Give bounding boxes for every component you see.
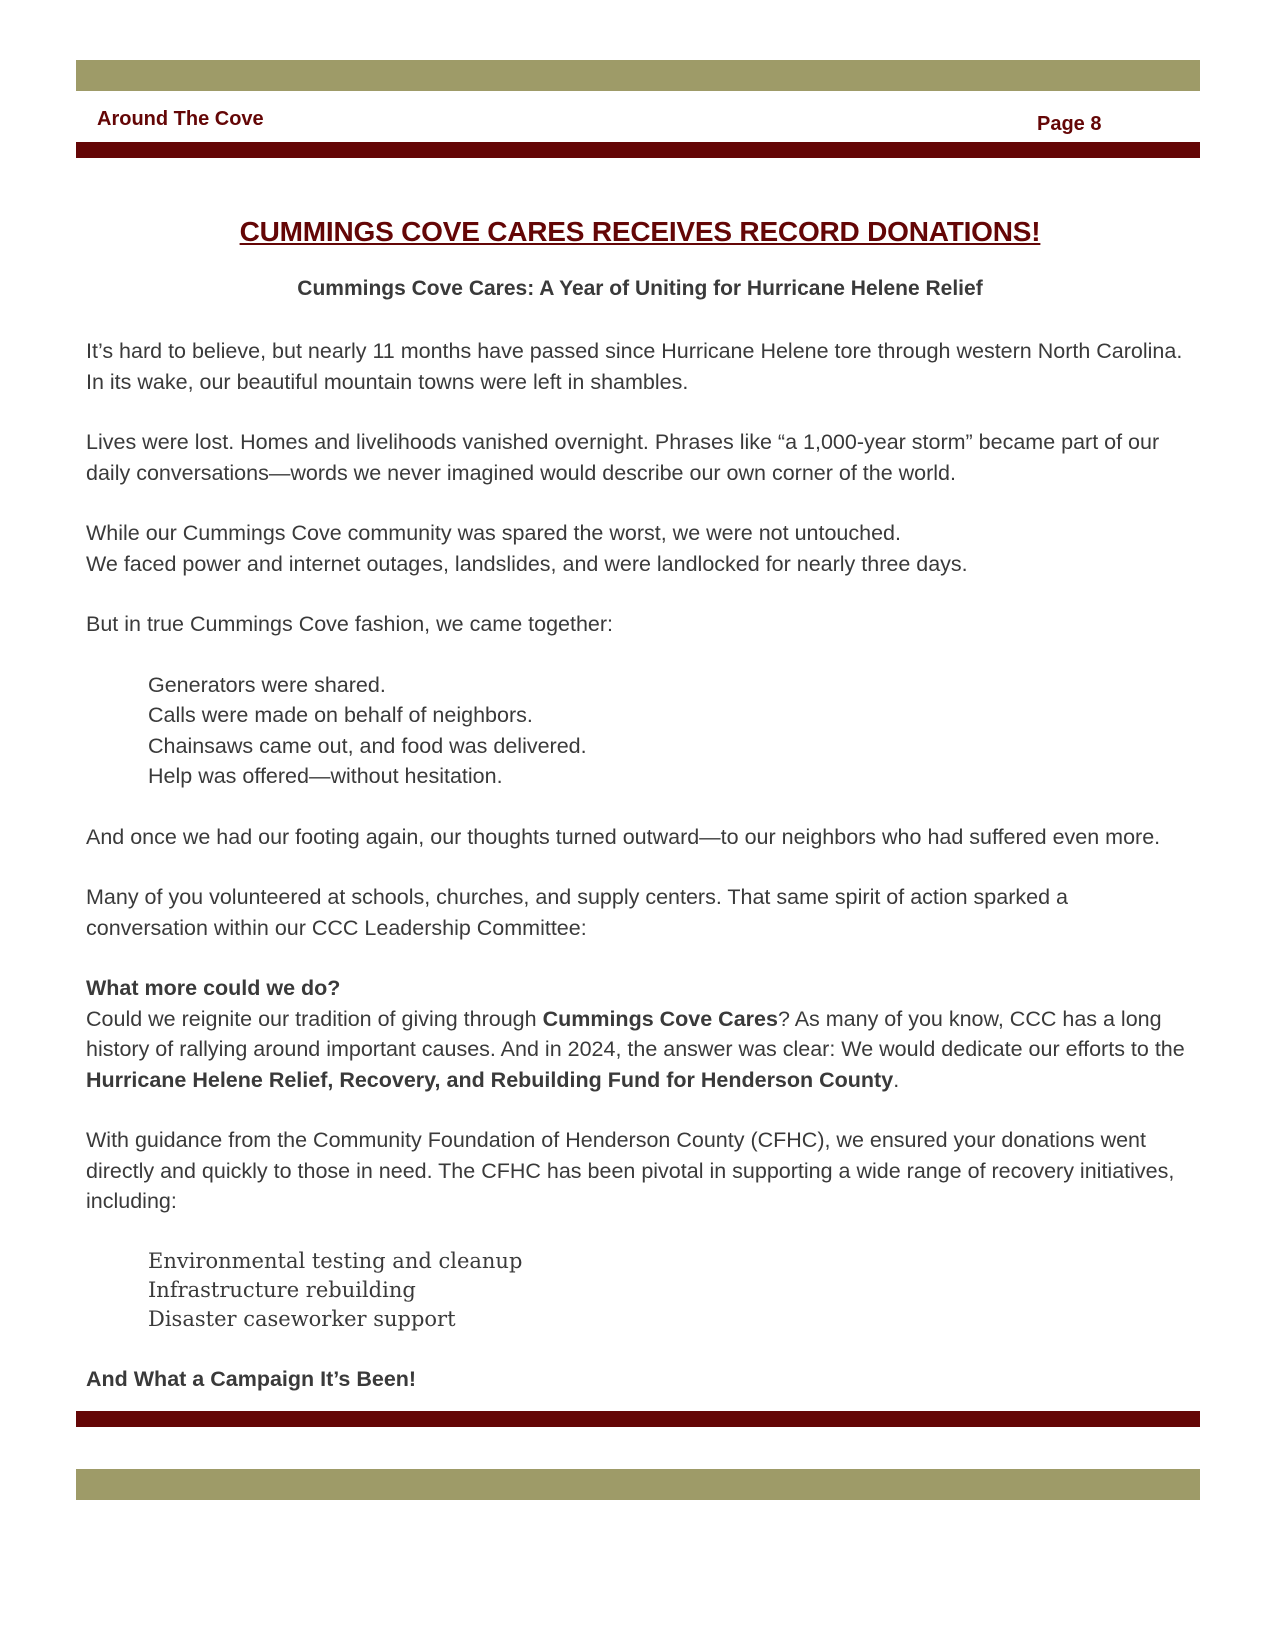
closing-line: And What a Campaign It’s Been! (86, 1366, 417, 1391)
article-subtitle: Cummings Cove Cares: A Year of Uniting for Hurricane Helene Relief (297, 277, 983, 300)
paragraph-impact (86, 518, 1194, 579)
paragraph-dedication (86, 1004, 1194, 1096)
page-number: Page 8 (1037, 113, 1102, 135)
list-item: Help was offered—without hesitation. (148, 764, 503, 788)
top-maroon-band (76, 142, 1200, 158)
list-item: Generators were shared. (148, 672, 386, 697)
paragraph-together: But in true Cummings Cove fashion, we came together: (86, 612, 614, 636)
list-item: Calls were made on behalf of neighbors. (148, 703, 533, 727)
newsletter-section-name: Around The Cove (97, 108, 264, 130)
article (86, 212, 1194, 1394)
list-item: Environmental testing and cleanup (148, 1248, 523, 1273)
dedication-text-a: Could we reignite our tradition of giving through (86, 1006, 543, 1031)
paragraph-intro: It’s hard to believe, but nearly 11 months have passed since Hurricane Helene tore through western North Carolina. In its wake, our beautiful mountain towns were left in shambles. (86, 339, 1183, 394)
initiatives-list (86, 1247, 1194, 1334)
cummings-cove-cares-name: Cummings Cove Cares (542, 1006, 778, 1031)
top-olive-band (76, 60, 1200, 91)
article-title: CUMMINGS COVE CARES RECEIVES RECORD DONATIONS! (239, 216, 1041, 247)
paragraph-volunteer: Many of you volunteered at schools, churches, and supply centers. That same spirit of action sparked a conversation within our CCC Leadership Committee: (86, 885, 1068, 940)
paragraph-cfhc: With guidance from the Community Foundation of Henderson County (CFHC), we ensured your donations went directly and quickly to those in need. The CFHC has been pivotal in supporting a wide range of recovery initiatives, including: (86, 1128, 1175, 1213)
paragraph-losses: Lives were lost. Homes and livelihoods vanished overnight. Phrases like “a 1,000-year storm” became part of our daily conversations—words we never imagined would describe our own corner of the world. (86, 430, 1160, 485)
bottom-maroon-band (76, 1411, 1200, 1427)
dedication-text-c: . (893, 1067, 900, 1092)
question-heading: What more could we do? (86, 976, 341, 1000)
dedication-text-b: ? As many of you know, CCC has a long history of rallying around important causes. And in 2024, the answer was clear: We would dedicate our efforts to the (86, 1006, 1185, 1061)
impact-line-2: We faced power and internet outages, landslides, and were landlocked for nearly three days. (86, 551, 968, 576)
bottom-olive-band (76, 1469, 1200, 1500)
relief-fund-name: Hurricane Helene Relief, Recovery, and Rebuilding Fund for Henderson County (86, 1067, 894, 1092)
list-item: Infrastructure rebuilding (148, 1277, 416, 1302)
list-item: Disaster caseworker support (148, 1306, 456, 1331)
impact-line-1: While our Cummings Cove community was spared the worst, we were not untouched. (86, 521, 901, 545)
together-list (86, 670, 1194, 792)
paragraph-outward: And once we had our footing again, our thoughts turned outward—to our neighbors who had suffered even more. (86, 824, 1161, 849)
list-item: Chainsaws came out, and food was delivered. (148, 733, 587, 758)
paragraph-question (86, 973, 1194, 1095)
